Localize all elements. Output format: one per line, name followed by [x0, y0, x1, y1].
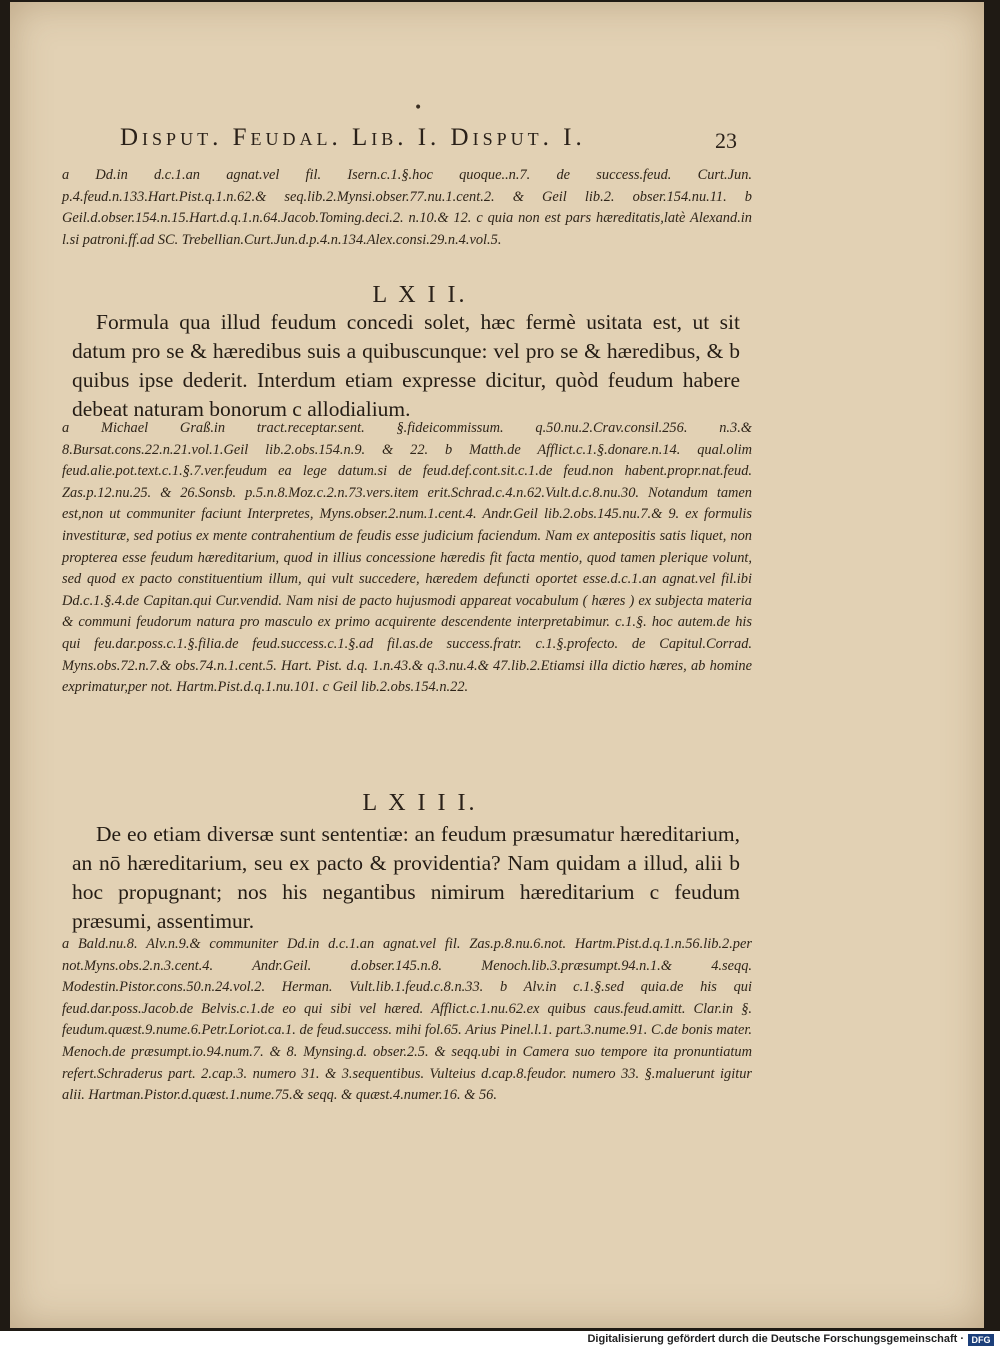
- page-dot: •: [414, 100, 423, 116]
- section-text-62: Formula qua illud feudum concedi solet, hæc fermè usitata est, ut sit datum pro se & hæredibus suis a quibuscunque: vel pro se & hæredibus, & b quibus ipse dederit. Interdum etiam expresse dicitur, quòd feudum habere debeat naturam bonorum c allodialium.: [72, 310, 740, 421]
- section-heading-63: L X I I I.: [362, 790, 478, 816]
- page-number: 23: [715, 128, 737, 153]
- book-page: [10, 2, 984, 1328]
- section-text-63: De eo etiam diversæ sunt sententiæ: an feudum præsumatur hæreditarium, an nō hæreditarium, seu ex pacto & providentia? Nam quidam a illud, alii b hoc propugnant; nos his negantibus nimirum hæreditarium c feudum præsumi, assentimur.: [72, 822, 740, 933]
- running-head: Disput. Feudal. Lib. I. Disput. I.: [120, 124, 586, 151]
- footnotes-top: a Dd.in d.c.1.an agnat.vel fil. Isern.c.1.§.hoc quoque..n.7. de success.feud. Curt.Jun. p.4.feud.n.133.Hart.Pist.q.1.n.62.& seq.lib.2.Mynsi.obser.77.nu.1.cent.2. & Geil lib.2. obser.154.nu.11. b Geil.d.obser.154.n.15.Hart.d.q.1.n.64.Jacob.Toming.deci.2. n.10.& 12. c quia non est pars hæreditatis,latè Alexand.in l.si patroni.ff.ad SC. Trebellian.Curt.Jun.d.p.4.n.134.Alex.consi.29.n.4.vol.5.: [62, 167, 752, 248]
- footer-credit: Digitalisierung gefördert durch die Deutsche Forschungsgemeinschaft ·: [587, 1333, 964, 1345]
- section-heading-62: L X I I.: [372, 282, 468, 308]
- footnotes-62: a Michael Graß.in tract.receptar.sent. §.fideicommissum. q.50.nu.2.Crav.consil.256. n.3.& 8.Bursat.cons.22.n.21.vol.1.Geil lib.2.obs.154.n.9. & 22. b Matth.de Afflict.c.1.§.donare.n.14. qual.olim feud.alie.pot.text.c.1.§.7.ver.feudum ea lege datum.si de feud.def.cont.sit.c.1.de feud.non habent.propr.nat.feud. Zas.p.12.nu.25. & 26.Sonsb. p.5.n.8.Moz.c.2.n.73.vers.item erit.Schrad.c.4.n.62.Vult.d.c.8.nu.30. Notandum tamen est,non ut communiter faciunt Interpretes, Myns.obser.2.num.1.cent.4. Andr.Geil lib.2.obs.145.nu.7.& 9. ex formulis investituræ, sed potius ex mente contrahentium de feudis esse judicium faciendum. Nam ex antepositis satis liquet, non propterea esse feudum hæreditarium, quod in illius concessione hæredis fit facta mentio, quod tamen plerique volunt, sed quod ex pacto constituentium illum, qui vult succedere, hæredem defuncti oportet esse.d.c.1.an agnat.vel fil.ibi Dd.c.1.§.4.de Capitan.qui Cur.vendid. Nam nisi de pacto hujusmodi appareat vocabulum ( hæres ) ex subjecta materia & communi feudorum natura pro masculo ex primo acquirente descendente interpretabimur. c.1.§. hoc autem.de his qui feu.dar.poss.c.1.§.filia.de feud.success.c.1.§.ad fil.as.de success.fratr. c.1.§.profecto. de Capitul.Corrad. Myns.obs.72.n.7.& obs.74.n.1.cent.5. Hart. Pist. d.q. 1.n.43.& q.3.nu.4.& 47.lib.2.Etiamsi illa dictio hæres, ab homine exprimatur,per not. Hartm.Pist.d.q.1.nu.101. c Geil lib.2.obs.154.n.22.: [62, 420, 752, 696]
- dfg-logo-icon: DFG: [968, 1334, 994, 1346]
- footer-bar: [0, 1331, 1000, 1349]
- footnotes-63: a Bald.nu.8. Alv.n.9.& communiter Dd.in d.c.1.an agnat.vel fil. Zas.p.8.nu.6.not. Hartm.Pist.d.q.1.n.56.lib.2.per not.Myns.obs.2.n.3.cent.4. Andr.Geil. d.obser.145.n.8. Menoch.lib.3.præsumpt.94.n.1.& 4.seqq. Modestin.Pistor.cons.50.n.24.vol.2. Herman. Vult.lib.1.feud.c.8.n.33. b Alv.in c.1.§.sed quia.de his qui feud.dar.poss.Jacob.de Belvis.c.1.de eo qui sibi vel hæred. Afflict.c.1.nu.62.ex quibus caus.feud.amitt. Clar.in §. feudum.quæst.9.nume.6.Petr.Loriot.ca.1. de feud.success. mihi fol.65. Arius Pinel.l.1. part.3.nume.91. C.de bonis mater. Menoch.de præsumpt.io.94.num.7. & 8. Mynsing.d. obser.2.5. & seqq.ubi in Camera suo tempore ita pronuntiatum refert.Schraderus part. 2.cap.3. numero 31. & 3.sequentibus. Vulteius d.cap.8.feudor. numero 33. §.maluerunt igitur alii. Hartman.Pistor.d.quæst.1.nume.75.& seqq. & quæst.4.numer.16. & 56.: [62, 936, 752, 1104]
